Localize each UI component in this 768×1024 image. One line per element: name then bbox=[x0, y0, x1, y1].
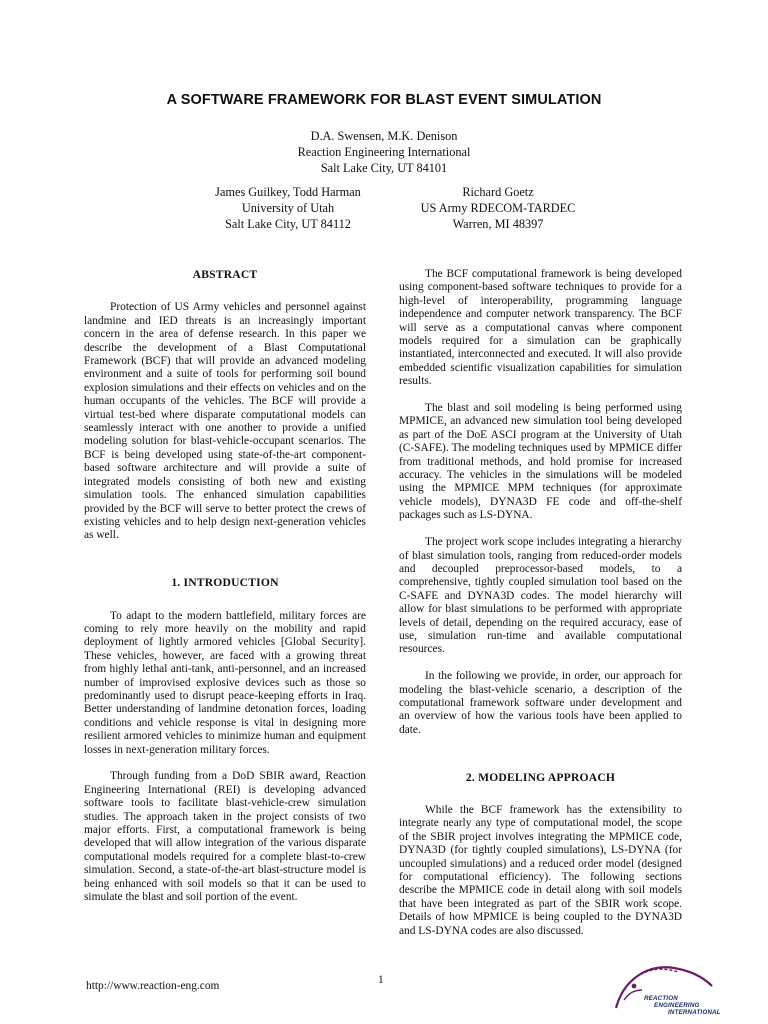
author-names: James Guilkey, Todd Harman bbox=[215, 185, 361, 199]
author-names: Richard Goetz bbox=[462, 185, 534, 199]
author-affiliation: US Army RDECOM-TARDEC bbox=[420, 201, 576, 215]
author-affiliation: University of Utah bbox=[241, 201, 335, 215]
rei-logo bbox=[594, 960, 724, 1016]
logo-line: INTERNATIONAL bbox=[668, 1009, 721, 1016]
logo-line: REACTION bbox=[644, 995, 678, 1002]
modeling-text: While the BCF framework has the extensibility to integrate nearly any type of computational model, the scope of the SBIR project involves integrating the MPMICE code, DYNA3D (for tightly coupled simulations), LS-DYNA (for uncoupled simulations) and a reduced order model (designed for computational efficiency). The following sections describe the MPMICE code in detail along with soil models that have been integrated as part of the SBIR work scope. Details of how MPMICE is being coupled to the DYNA3D and LS-DYNA codes are also discussed. bbox=[399, 803, 682, 937]
introduction-heading: 1. INTRODUCTION bbox=[171, 576, 279, 590]
left-column bbox=[84, 268, 366, 904]
right-column bbox=[399, 268, 682, 938]
introduction-paragraph: Through funding from a DoD SBIR award, Reaction Engineering International (REI) is developing advanced software tools to facilitate blast-vehicle-crew simulation studies. The approach taken in the project consists of two major efforts. First, a computational framework is being developed that will allow integration of the various disparate computational models required for a complete blast-to-crew simulation. Second, a state-of-the-art blast-structure model is being enhanced with soil models so that it can be used to simulate the blast and soil portion of the event. bbox=[84, 770, 366, 904]
author-affiliation: Reaction Engineering International bbox=[297, 145, 471, 159]
author-location: Salt Lake City, UT 84101 bbox=[320, 161, 448, 175]
page-number: 1 bbox=[378, 974, 384, 986]
footer-url[interactable]: http://www.reaction-eng.com bbox=[86, 980, 220, 992]
abstract-heading: ABSTRACT bbox=[192, 268, 258, 281]
modeling-heading: 2. MODELING APPROACH bbox=[465, 770, 616, 784]
author-location: Salt Lake City, UT 84112 bbox=[225, 217, 351, 231]
body-paragraph: The project work scope includes integrating a hierarchy of blast simulation tools, ranging from reduced-order models and decoupled preprocessor-based models, to a comprehensive, tightly coupled simulation tool based on the C-SAFE and DYNA3D codes. The model hierarchy will allow for blast simulations to be performed with appropriate levels of detail, depending on the required accuracy, ease of use, simulation run-time and available computational resources. bbox=[399, 536, 682, 656]
abstract-text: Protection of US Army vehicles and personnel against landmine and IED threats is an increasingly important concern in the area of defense research. In this paper we describe the development of a Blast Computational Framework (BCF) that will provide an advanced modeling environment and a suite of tools for performing soil bound explosion simulations and their effects on vehicles and on the human occupants of the vehicles. The BCF will provide a virtual test-bed where disparate computational models can seamlessly interact with one another to provide a unified modeling solution for blast-vehicle-occupant scenarios. The BCF is being developed using state-of-the-art component-based software architecture and will provide a suite of integrated models consisting of both new and existing simulation tools. The enhanced simulation capabilities provided by the BCF will serve to better protect the crews of existing vehicles and to help design next-generation vehicles as well. bbox=[84, 301, 366, 542]
author-location: Warren, MI 48397 bbox=[452, 217, 544, 231]
body-paragraph: The blast and soil modeling is being performed using MPMICE, an advanced new simulation tool being developed as part of the DoE ASCI program at the University of Utah (C-SAFE). The modeling techniques used by MPMICE differ from traditional methods, and hold promise for increased accuracy. The vehicles in the simulations will be modeled using the MPMICE MPM techniques (for approximate vehicle models), DYNA3D FE code and off-the-shelf packages such as LS-DYNA. bbox=[399, 402, 682, 522]
author-names: D.A. Swensen, M.K. Denison bbox=[310, 129, 458, 143]
body-paragraph: The BCF computational framework is being developed using component-based software techniques to provide for a high-level of interoperability, programming language independence and computer network transparency. The BCF will serve as a computational canvas where component models required for a simulation can be graphically instantiated, interconnected and executed. It will also provide embedded scientific visualization capabilities for simulation results. bbox=[399, 268, 682, 388]
paper-title: A SOFTWARE FRAMEWORK FOR BLAST EVENT SIMULATION bbox=[166, 92, 602, 108]
logo-line: ENGINEERING bbox=[654, 1002, 700, 1009]
introduction-paragraph: To adapt to the modern battlefield, military forces are coming to rely more heavily on the mobility and rapid deployment of lightly armored vehicles [Global Security]. These vehicles, however, are faced with a growing threat from highly lethal anti-tank, anti-personnel, and an increased number of improvised explosive devices such as those so predominantly used to disrupt peace-keeping efforts in Iraq. Better understanding of landmine detonation forces, loading conditions and vehicle response is vital in designing more resilient armored vehicles to minimize human and equipment losses in next-generation military forces. bbox=[84, 609, 366, 756]
author-block-rei bbox=[234, 128, 534, 176]
author-block-utah bbox=[178, 184, 398, 232]
body-paragraph: In the following we provide, in order, our approach for modeling the blast-vehicle scenario, a description of the computational framework software under development and an overview of how the various tools have been applied to date. bbox=[399, 670, 682, 736]
author-block-army bbox=[388, 184, 608, 232]
